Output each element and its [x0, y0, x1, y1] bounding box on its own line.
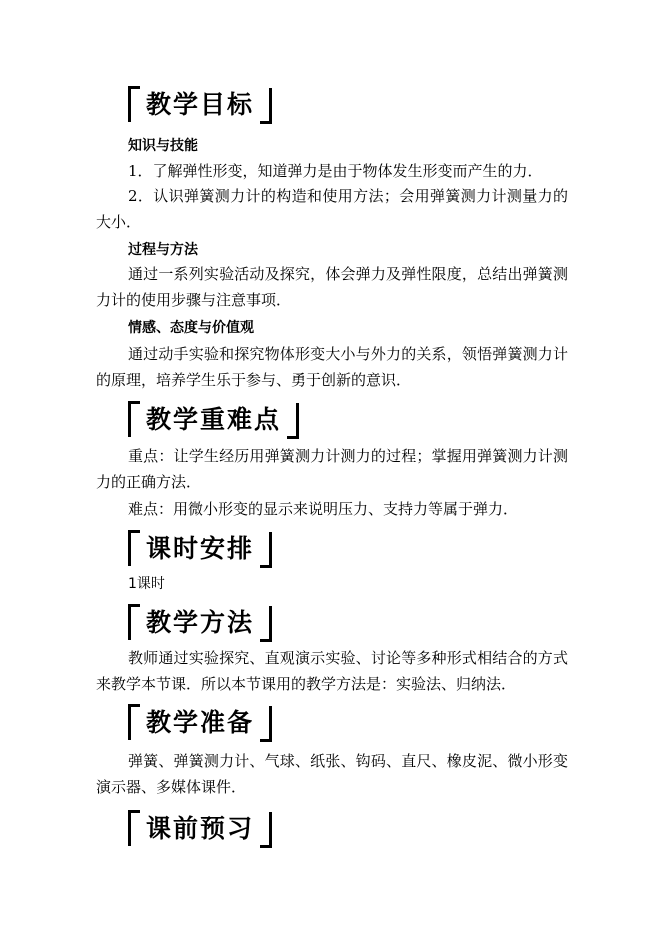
left-bracket-icon — [128, 810, 140, 846]
emotion-text: 通过动手实验和探究物体形变大小与外力的关系，领悟弹簧测力计的原理，培养学生乐于参与、勇于创新的意识． — [96, 345, 568, 389]
preparation-text: 弹簧、弹簧测力计、气球、纸张、钩码、直尺、橡皮泥、微小形变演示器、多媒体课件． — [96, 752, 568, 796]
section-heading-preparation — [128, 700, 272, 746]
left-bracket-icon — [128, 604, 140, 640]
subheading-knowledge: 知识与技能 — [128, 138, 198, 154]
left-bracket-icon — [128, 401, 140, 437]
right-bracket-icon — [260, 606, 272, 642]
difficult-point-text: 难点：用微小形变的显示来说明压力、支持力等属于弹力． — [128, 500, 519, 518]
section-heading-key-points — [128, 397, 299, 443]
left-bracket-icon — [128, 704, 140, 740]
schedule-text: 1课时 — [128, 576, 165, 592]
heading-text: 教学目标 — [146, 90, 255, 119]
left-bracket-icon — [128, 86, 140, 122]
subheading-process: 过程与方法 — [128, 242, 198, 258]
section-heading-objectives — [128, 82, 272, 128]
knowledge-item-2: 2．认识弹簧测力计的构造和使用方法；会用弹簧测力计测量力的大小． — [96, 187, 568, 231]
right-bracket-icon — [287, 403, 299, 439]
heading-text: 教学准备 — [146, 708, 255, 737]
section-heading-schedule — [128, 526, 272, 572]
heading-text: 课前预习 — [146, 814, 255, 843]
right-bracket-icon — [260, 532, 272, 568]
section-heading-methods — [128, 600, 272, 646]
right-bracket-icon — [260, 812, 272, 848]
right-bracket-icon — [260, 88, 272, 124]
section-heading-preview — [128, 806, 272, 852]
process-text: 通过一系列实验活动及探究，体会弹力及弹性限度，总结出弹簧测力计的使用步骤与注意事项． — [96, 265, 568, 309]
heading-text: 课时安排 — [146, 534, 255, 563]
heading-text: 教学重难点 — [146, 405, 282, 434]
knowledge-item-1: 1．了解弹性形变，知道弹力是由于物体发生形变而产生的力． — [128, 162, 543, 180]
left-bracket-icon — [128, 530, 140, 566]
methods-text: 教师通过实验探究、直观演示实验、讨论等多种形式相结合的方式来教学本节课．所以本节课用的教学方法是：实验法、归纳法． — [96, 649, 568, 693]
heading-text: 教学方法 — [146, 608, 255, 637]
right-bracket-icon — [260, 706, 272, 742]
key-point-text: 重点：让学生经历用弹簧测力计测力的过程；掌握用弹簧测力计测力的正确方法． — [96, 447, 568, 491]
subheading-emotion: 情感、态度与价值观 — [128, 320, 254, 336]
